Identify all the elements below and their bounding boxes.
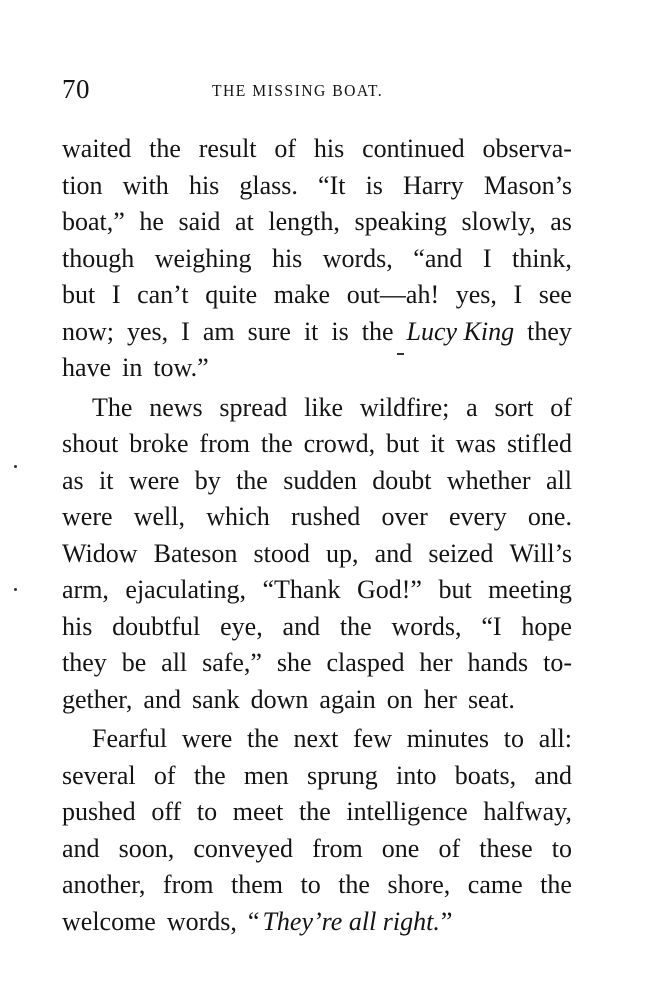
word: a xyxy=(466,392,478,422)
word: eye, xyxy=(220,611,263,641)
word: she xyxy=(276,648,312,677)
text-line xyxy=(62,904,572,941)
text-line xyxy=(62,609,572,646)
word: of xyxy=(153,760,176,790)
word: sudden xyxy=(283,465,357,495)
word: boats, xyxy=(454,760,517,790)
word: and xyxy=(374,538,413,568)
word: tion xyxy=(62,170,103,200)
word: but xyxy=(62,280,96,309)
word: doubtful xyxy=(112,611,201,641)
word: weighing xyxy=(154,243,252,273)
paragraph xyxy=(62,721,572,940)
word: to xyxy=(196,797,218,826)
word: to- xyxy=(543,648,572,677)
word: to xyxy=(551,833,572,863)
word: again xyxy=(319,684,376,714)
word: the xyxy=(260,429,293,458)
text-line xyxy=(62,277,572,314)
word: can’t xyxy=(137,280,189,309)
word: at xyxy=(235,207,254,236)
text-line xyxy=(62,390,572,427)
word: seat. xyxy=(467,684,515,714)
word: spread xyxy=(219,392,288,422)
word: sank xyxy=(191,684,240,714)
word: said xyxy=(178,207,221,236)
word: meet xyxy=(232,797,284,826)
text-line xyxy=(62,831,572,868)
word: from xyxy=(312,833,363,863)
word: glass. xyxy=(239,170,298,200)
word: Will’s xyxy=(509,538,572,568)
word: they xyxy=(62,648,107,677)
word: wildfire; xyxy=(359,392,450,422)
word: which xyxy=(206,502,270,531)
word: by xyxy=(194,465,221,495)
text-line xyxy=(62,314,572,351)
word: as xyxy=(550,207,572,236)
word: they xyxy=(527,316,572,346)
word: and xyxy=(143,684,181,714)
word: tow.” xyxy=(153,353,209,382)
word: the xyxy=(540,870,572,899)
word: arm, xyxy=(62,575,109,604)
text-line xyxy=(62,204,572,241)
word: minutes xyxy=(406,724,490,753)
word: all: xyxy=(538,724,572,753)
word: of xyxy=(274,134,297,163)
word: of xyxy=(438,833,461,863)
word: ejaculating, xyxy=(125,575,246,604)
word: hope xyxy=(521,611,572,641)
word: stood xyxy=(253,538,310,568)
word: though xyxy=(62,243,135,273)
word: one xyxy=(381,833,420,863)
word: to xyxy=(300,870,321,899)
word: all xyxy=(161,648,188,677)
text-line xyxy=(62,867,572,904)
paragraph xyxy=(62,390,572,719)
word: was xyxy=(455,429,497,458)
word: yes, xyxy=(127,316,169,346)
word: the xyxy=(193,760,226,790)
word: “ xyxy=(247,906,260,936)
word: result xyxy=(198,134,257,163)
word: these xyxy=(479,833,533,863)
text-line xyxy=(62,168,572,205)
word: words, xyxy=(391,611,462,641)
word: his xyxy=(188,170,220,200)
word: well, xyxy=(133,502,185,531)
word: am xyxy=(202,316,235,346)
word: as xyxy=(62,465,84,495)
text-line xyxy=(62,572,572,609)
word: words, xyxy=(166,906,237,936)
word: Bateson xyxy=(153,538,238,568)
word: doubt xyxy=(372,465,432,495)
word: I xyxy=(513,280,523,309)
word: and xyxy=(282,611,321,641)
word: the xyxy=(338,870,370,899)
word: is xyxy=(365,170,383,200)
word: seized xyxy=(428,538,494,568)
word: the xyxy=(361,316,394,346)
word: waited xyxy=(62,134,132,163)
word: quite xyxy=(205,280,258,309)
word: men xyxy=(243,760,289,790)
text-line xyxy=(62,536,572,573)
word: clasped xyxy=(326,648,405,677)
text-line xyxy=(62,131,572,168)
body-text xyxy=(62,131,572,940)
word: he xyxy=(139,207,164,236)
word: news xyxy=(149,392,203,422)
text-line xyxy=(62,463,572,500)
italic-phrase: Lucy King xyxy=(406,316,515,346)
word: I xyxy=(482,243,492,273)
word: were xyxy=(181,724,233,753)
word: gether, xyxy=(62,684,133,714)
word: down xyxy=(250,684,309,714)
word: over xyxy=(381,502,428,531)
text-line xyxy=(62,682,572,719)
italic-phrase: They’re all right. xyxy=(262,906,440,936)
word: into xyxy=(396,760,437,790)
word: it xyxy=(430,429,445,458)
text-line xyxy=(62,241,572,278)
word: it xyxy=(99,465,114,495)
word: were xyxy=(62,502,113,531)
word: them xyxy=(230,870,283,899)
word: continued xyxy=(362,134,465,163)
word: observa- xyxy=(482,134,572,163)
word: “I xyxy=(481,611,502,641)
word: with xyxy=(122,170,169,200)
ink-speck xyxy=(397,353,404,355)
word: intelligence xyxy=(346,797,468,826)
word: her xyxy=(423,684,457,714)
word: his xyxy=(271,243,303,273)
word: speaking xyxy=(354,207,447,236)
page-number: 70 xyxy=(62,74,90,104)
word: conveyed xyxy=(193,833,294,863)
word: the xyxy=(339,611,372,641)
word: came xyxy=(467,870,523,899)
word: next xyxy=(293,724,339,753)
word: welcome xyxy=(62,906,156,936)
running-title: THE MISSING BOAT. xyxy=(212,81,384,100)
word: off xyxy=(151,797,182,826)
word: The xyxy=(92,392,133,422)
word: several xyxy=(62,760,136,790)
word: length, xyxy=(268,207,340,236)
word: have xyxy=(62,353,112,382)
word: soon, xyxy=(118,833,175,863)
word: were xyxy=(128,465,180,495)
word: broke xyxy=(129,429,189,458)
word: from xyxy=(199,429,250,458)
word: ” xyxy=(440,906,453,936)
word: the xyxy=(247,724,279,753)
word: up, xyxy=(326,538,359,568)
word: yes, xyxy=(455,280,497,309)
word: sort xyxy=(494,392,534,422)
word: to xyxy=(503,724,525,753)
word: his xyxy=(62,611,93,641)
word: “and xyxy=(413,243,463,273)
word: rushed xyxy=(290,502,361,531)
ink-speck xyxy=(14,465,17,468)
word: meeting xyxy=(488,575,572,604)
word: stifled xyxy=(506,429,572,458)
word: I xyxy=(181,316,190,346)
word: whether xyxy=(446,465,531,495)
word: the xyxy=(298,797,331,826)
word: see xyxy=(538,280,572,309)
text-line xyxy=(62,350,572,387)
word: shout xyxy=(62,429,119,458)
word: crowd, xyxy=(303,429,376,458)
word: and xyxy=(534,760,572,790)
word: think, xyxy=(511,243,572,273)
text-line xyxy=(62,721,572,758)
word: and xyxy=(62,833,100,863)
word: I xyxy=(111,280,121,309)
word: of xyxy=(550,392,572,422)
word: like xyxy=(304,392,344,422)
word: “It xyxy=(318,170,346,200)
text-line xyxy=(62,758,572,795)
word: now; xyxy=(62,316,114,346)
word: sure xyxy=(247,316,291,346)
text-line xyxy=(62,499,572,536)
word: boat,” xyxy=(62,207,125,236)
word: in xyxy=(122,353,143,382)
word: slowly, xyxy=(461,207,536,236)
word: his xyxy=(313,134,345,163)
word: Widow xyxy=(62,538,138,568)
word: is xyxy=(331,316,349,346)
word: but xyxy=(438,575,472,604)
word: out—ah! xyxy=(346,280,440,309)
word: few xyxy=(353,724,392,753)
page-header xyxy=(62,72,582,106)
word: one. xyxy=(527,502,572,531)
text-line xyxy=(62,645,572,682)
word: Fearful xyxy=(92,724,168,753)
word: “Thank xyxy=(262,575,341,604)
word: from xyxy=(162,870,214,899)
text-line xyxy=(62,794,572,831)
word: another, xyxy=(62,870,146,899)
word: be xyxy=(121,648,147,677)
text-line xyxy=(62,426,572,463)
word: sprung xyxy=(306,760,378,790)
paragraph xyxy=(62,131,572,387)
word: on xyxy=(386,684,413,714)
word: every xyxy=(448,502,507,531)
word: Mason’s xyxy=(483,170,572,200)
word: halfway, xyxy=(483,797,572,826)
word: pushed xyxy=(62,797,136,826)
word: the xyxy=(149,134,181,163)
word: the xyxy=(236,465,268,495)
word: it xyxy=(303,316,319,346)
word: hands xyxy=(467,648,529,677)
word: God!” xyxy=(356,575,422,604)
word: shore, xyxy=(387,870,451,899)
ink-speck xyxy=(14,588,17,591)
word: words, xyxy=(322,243,393,273)
word: make xyxy=(273,280,331,309)
word: her xyxy=(419,648,453,677)
word: Harry xyxy=(403,170,464,200)
word: safe,” xyxy=(202,648,262,677)
word: but xyxy=(386,429,420,458)
word: all xyxy=(545,465,572,495)
